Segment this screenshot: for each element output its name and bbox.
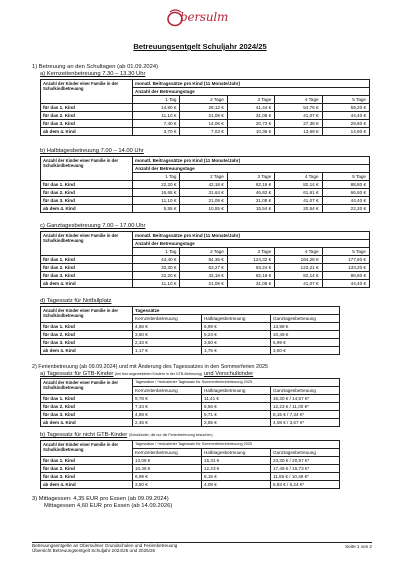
- day-col: 3 Tage: [227, 96, 274, 104]
- cell: 5,83 € / 5,24 €*: [271, 481, 340, 489]
- cell: 6,99 €: [202, 323, 271, 331]
- cell: 12,23 €: [202, 465, 271, 473]
- cell: 21,09 €: [180, 197, 227, 205]
- row-label: für das 2. Kind: [41, 331, 133, 339]
- footer-line2: Übersicht Betreuungsentgelt Schuljahr 2024/25 und 2025/26: [32, 548, 156, 554]
- table-left-header: Anzahl der Kinder einer Familie in der Schulkindbetreuung: [41, 379, 133, 395]
- cell: 4,08 €: [202, 481, 271, 489]
- day-col: 2 Tage: [180, 96, 227, 104]
- row-label: für das 2. Kind: [41, 264, 133, 272]
- table-row: [41, 411, 340, 419]
- page-footer: [32, 542, 372, 553]
- table-row: [41, 331, 340, 339]
- row-label: für das 1. Kind: [41, 323, 133, 331]
- table-ganztag: [40, 231, 370, 288]
- table-ferien-gtb: [40, 378, 340, 427]
- cell: 177,60 €: [322, 256, 369, 264]
- table-row: [41, 197, 370, 205]
- cell: 61,61 €: [275, 189, 322, 197]
- cell: 31,08 €: [227, 280, 274, 288]
- monthly-header: monatl. Beitragssätze pro Kind (11 Monate/Jahr): [133, 80, 370, 88]
- section-3-line1: 3) Mittagessen: 4,35 EUR pro Essen (ab 09.09.2024): [32, 496, 169, 502]
- tagessaetze-header: Tagessätze: [133, 307, 340, 315]
- cell: 62,16 €: [227, 272, 274, 280]
- table-row: [41, 256, 370, 264]
- days-header: Anzahl der Betreuungstage: [133, 88, 370, 96]
- row-label: ab dem 4. Kind: [41, 128, 133, 136]
- cell: 14,80 €: [322, 128, 369, 136]
- cell: 22,20 €: [322, 205, 369, 213]
- cell: 10,46 €: [133, 465, 202, 473]
- table-row: [41, 112, 370, 120]
- monthly-header: monatl. Beitragssätze pro Kind (11 Monate/Jahr): [133, 232, 370, 240]
- cell: 3,50 €: [202, 339, 271, 347]
- cell: 8,56 €: [202, 403, 271, 411]
- section-2-heading: 2) Ferienbetreuung (ab 09.09.2024) und mit Änderung des Tagessatzes in den Sommerferien 2025: [32, 364, 269, 370]
- table-kernzeit: [40, 79, 370, 136]
- cell: 13,69 €: [275, 128, 322, 136]
- cell: 66,60 €: [322, 189, 369, 197]
- cell: 7,03 €: [180, 128, 227, 136]
- day-col: 5 Tage: [322, 173, 369, 181]
- row-label: für das 3. Kind: [41, 411, 133, 419]
- cell: 41,44 €: [227, 104, 274, 112]
- cell: 14,06 €: [180, 120, 227, 128]
- cell: 16,65 €: [133, 189, 180, 197]
- cell: 4,89 €: [133, 411, 202, 419]
- row-label: für das 3. Kind: [41, 197, 133, 205]
- day-col: 5 Tage: [322, 248, 369, 256]
- day-col: 3 Tage: [227, 248, 274, 256]
- cell: 20,54 €: [275, 205, 322, 213]
- cell: 21,09 €: [180, 112, 227, 120]
- cell: 11,10 €: [133, 197, 180, 205]
- section-1a-heading: a) Kernzeitenbetreuung 7.30 – 13.30 Uhr: [40, 71, 146, 77]
- cell: 82,14 €: [275, 181, 322, 189]
- tagessaetze-header: Tagessätze / *reduzierter Tagessatz für Sommerferienbetreuung 2025: [133, 441, 340, 449]
- col-header: Kernzeitenbetreuung: [133, 449, 202, 457]
- cell: 59,20 €: [322, 104, 369, 112]
- day-col: 3 Tage: [227, 173, 274, 181]
- table-row: [41, 403, 340, 411]
- cell: 22,20 €: [133, 272, 180, 280]
- cell: 6,99 €: [271, 339, 340, 347]
- table-row: [41, 323, 340, 331]
- row-label: für das 2. Kind: [41, 112, 133, 120]
- cell: 2,33 €: [133, 339, 202, 347]
- cell: 20,72 €: [227, 120, 274, 128]
- days-header: Anzahl der Betreuungstage: [133, 165, 370, 173]
- cell: 7,34 €: [133, 403, 202, 411]
- section-2a-heading: [40, 371, 253, 378]
- table-left-header: Anzahl der Kinder einer Familie in der Schulkindbetreuung: [41, 157, 133, 181]
- cell: 11,10 €: [133, 112, 180, 120]
- section-1b-heading: b) Halbtagesbetreuung 7.00 – 14.00 Uhr: [40, 148, 144, 154]
- table-halbtag: [40, 156, 370, 213]
- row-label: für das 1. Kind: [41, 256, 133, 264]
- days-header: Anzahl der Betreuungstage: [133, 240, 370, 248]
- page-title: Betreuungsentgelt Schuljahr 2024/25: [133, 42, 267, 51]
- col-header: Kernzeitenbetreuung: [133, 387, 202, 395]
- table-row: [41, 473, 340, 481]
- row-label: ab dem 4. Kind: [41, 347, 133, 355]
- row-label: für das 3. Kind: [41, 120, 133, 128]
- cell: 29,60 €: [322, 120, 369, 128]
- cell: 123,21 €: [275, 264, 322, 272]
- cell: 2,45 €: [133, 419, 202, 427]
- cell: 3,50 €: [133, 331, 202, 339]
- section-3-line2: Mittagessen 4,60 EUR pro Essen (ab 14.09.2026): [44, 503, 173, 509]
- cell: 88,80 €: [322, 272, 369, 280]
- table-row: [41, 481, 340, 489]
- cell: 10,49 €: [271, 331, 340, 339]
- cell: 33,30 €: [133, 264, 180, 272]
- table-row: [41, 264, 370, 272]
- col-header: Kernzeitenbetreuung: [133, 315, 202, 323]
- section-2b-title: b) Tagessatz für nicht GTB-Kinder: [40, 432, 128, 438]
- cell: 11,10 €: [133, 280, 180, 288]
- cell: 88,80 €: [322, 181, 369, 189]
- section-1-heading: 1) Betreuung an den Schultagen (ab 01.09.2024): [32, 64, 159, 70]
- row-label: für das 3. Kind: [41, 473, 133, 481]
- row-label: für das 2. Kind: [41, 465, 133, 473]
- cell: 3,50 €: [271, 347, 340, 355]
- monthly-header: monatl. Beitragssätze pro Kind (11 Monate/Jahr): [133, 157, 370, 165]
- table-row: [41, 465, 340, 473]
- cell: 42,18 €: [180, 181, 227, 189]
- cell: 1,75 €: [202, 347, 271, 355]
- cell: 28,12 €: [180, 104, 227, 112]
- day-col: 2 Tage: [180, 248, 227, 256]
- row-label: für das 3. Kind: [41, 339, 133, 347]
- day-col: 1 Tag: [133, 173, 180, 181]
- section-2a-title: a) Tagessatz für GTB-Kinder: [40, 371, 114, 377]
- cell: 8,15 € / 7,34 €*: [271, 411, 340, 419]
- cell: 44,40 €: [322, 112, 369, 120]
- cell: 13,98 €: [271, 323, 340, 331]
- cell: 4,66 €: [133, 323, 202, 331]
- day-col: 4 Tage: [275, 173, 322, 181]
- section-1c-heading: c) Ganztagesbetreuung 7.00 – 17.00 Uhr: [40, 223, 146, 229]
- cell: 5,55 €: [133, 205, 180, 213]
- cell: 44,40 €: [322, 197, 369, 205]
- day-col: 1 Tag: [133, 248, 180, 256]
- section-2a-tail: und Vorschulkinder: [203, 371, 254, 377]
- table-ferien-nicht-gtb: [40, 440, 340, 489]
- table-row: [41, 395, 340, 403]
- col-header: Ganztagesbetreuung: [271, 449, 340, 457]
- cell: 23,30 € / 20,97 €*: [271, 457, 340, 465]
- cell: 84,36 €: [180, 256, 227, 264]
- row-label: für das 1. Kind: [41, 457, 133, 465]
- row-label: ab dem 4. Kind: [41, 280, 133, 288]
- cell: 62,16 €: [227, 181, 274, 189]
- row-label: ab dem 4. Kind: [41, 205, 133, 213]
- cell: 44,40 €: [322, 280, 369, 288]
- cell: 44,40 €: [133, 256, 180, 264]
- row-label: für das 2. Kind: [41, 189, 133, 197]
- col-header: Ganztagesbetreuung: [271, 315, 340, 323]
- cell: 21,09 €: [180, 280, 227, 288]
- section-2b-heading: [40, 432, 213, 439]
- cell: 41,07 €: [275, 197, 322, 205]
- cell: 42,18 €: [180, 272, 227, 280]
- cell: 15,31 €: [202, 457, 271, 465]
- cell: 5,24 €: [202, 331, 271, 339]
- table-row: [41, 419, 340, 427]
- cell: 11,65 € / 10,49 €*: [271, 473, 340, 481]
- section-2a-note: (bei fest angemeldeten Kindern in der GTB-Betreuung): [114, 372, 203, 376]
- cell: 14,80 €: [133, 104, 180, 112]
- row-label: für das 3. Kind: [41, 272, 133, 280]
- footer-line1: Betreuungsentgelte an Obersulmer Grundschulen und Ferienbetreuung: [32, 543, 178, 548]
- cell: 15,54 €: [227, 205, 274, 213]
- row-label: ab dem 4. Kind: [41, 419, 133, 427]
- table-row: [41, 272, 370, 280]
- day-col: 2 Tage: [180, 173, 227, 181]
- table-row: [41, 181, 370, 189]
- day-col: 1 Tag: [133, 96, 180, 104]
- day-col: 5 Tage: [322, 96, 369, 104]
- cell: 9,78 €: [133, 395, 202, 403]
- table-row: [41, 128, 370, 136]
- cell: 4,08 € / 3,67 €*: [271, 419, 340, 427]
- table-left-header: Anzahl der Kinder einer Familie in der Schulkindbetreuung: [41, 307, 133, 323]
- section-1d-heading: d) Tagessatz für Notfallplatz: [40, 298, 112, 304]
- page-number: Seite 1 von 2: [345, 544, 372, 549]
- cell: 82,14 €: [275, 272, 322, 280]
- row-label: für das 2. Kind: [41, 403, 133, 411]
- cell: 41,07 €: [275, 112, 322, 120]
- col-header: Halbtagesbetreuung: [202, 387, 271, 395]
- table-row: [41, 457, 340, 465]
- cell: 63,27 €: [180, 264, 227, 272]
- cell: 31,64 €: [180, 189, 227, 197]
- cell: 16,30 € / 14,67 €*: [271, 395, 340, 403]
- cell: 8,15 €: [202, 473, 271, 481]
- table-left-header: Anzahl der Kinder einer Familie in der Schulkindbetreuung: [41, 232, 133, 256]
- logo-text: bersulm: [180, 10, 229, 24]
- day-col: 4 Tage: [275, 96, 322, 104]
- table-left-header: Anzahl der Kinder einer Familie in der Schulkindbetreuung: [41, 441, 133, 457]
- cell: 124,32 €: [227, 256, 274, 264]
- cell: 2,85 €: [202, 419, 271, 427]
- cell: 164,28 €: [275, 256, 322, 264]
- obersulm-logo: [166, 8, 234, 28]
- row-label: für das 1. Kind: [41, 181, 133, 189]
- cell: 27,38 €: [275, 120, 322, 128]
- row-label: für das 1. Kind: [41, 395, 133, 403]
- table-notfall: [40, 306, 340, 355]
- col-header: Ganztagesbetreuung: [271, 387, 340, 395]
- table-row: [41, 189, 370, 197]
- cell: 22,20 €: [133, 181, 180, 189]
- cell: 11,41 €: [202, 395, 271, 403]
- cell: 41,07 €: [275, 280, 322, 288]
- table-row: [41, 347, 340, 355]
- cell: 6,99 €: [133, 473, 202, 481]
- cell: 54,76 €: [275, 104, 322, 112]
- tagessaetze-header: Tagessätze / *reduzierter Tagessatz für Sommerferienbetreuung 2025: [133, 379, 340, 387]
- cell: 1,17 €: [133, 347, 202, 355]
- cell: 7,40 €: [133, 120, 180, 128]
- row-label: für das 1. Kind: [41, 104, 133, 112]
- row-label: ab dem 4. Kind: [41, 481, 133, 489]
- cell: 12,23 € / 11,00 €*: [271, 403, 340, 411]
- cell: 5,71 €: [202, 411, 271, 419]
- cell: 46,62 €: [227, 189, 274, 197]
- cell: 10,36 €: [227, 128, 274, 136]
- table-row: [41, 205, 370, 213]
- col-header: Halbtagesbetreuung: [202, 315, 271, 323]
- table-row: [41, 120, 370, 128]
- col-header: Halbtagesbetreuung: [202, 449, 271, 457]
- table-row: [41, 280, 370, 288]
- cell: 133,20 €: [322, 264, 369, 272]
- table-row: [41, 339, 340, 347]
- table-left-header: Anzahl der Kinder einer Familie in der Schulkindbetreuung: [41, 80, 133, 104]
- cell: 31,08 €: [227, 197, 274, 205]
- cell: 13,08 €: [133, 457, 202, 465]
- section-2b-note: (Schulkinder, die nur die Ferienbetreuung besuchen): [128, 433, 213, 437]
- cell: 3,70 €: [133, 128, 180, 136]
- cell: 10,55 €: [180, 205, 227, 213]
- cell: 31,08 €: [227, 112, 274, 120]
- cell: 93,24 €: [227, 264, 274, 272]
- cell: 17,48 € / 15,73 €*: [271, 465, 340, 473]
- table-row: [41, 104, 370, 112]
- cell: 3,50 €: [133, 481, 202, 489]
- day-col: 4 Tage: [275, 248, 322, 256]
